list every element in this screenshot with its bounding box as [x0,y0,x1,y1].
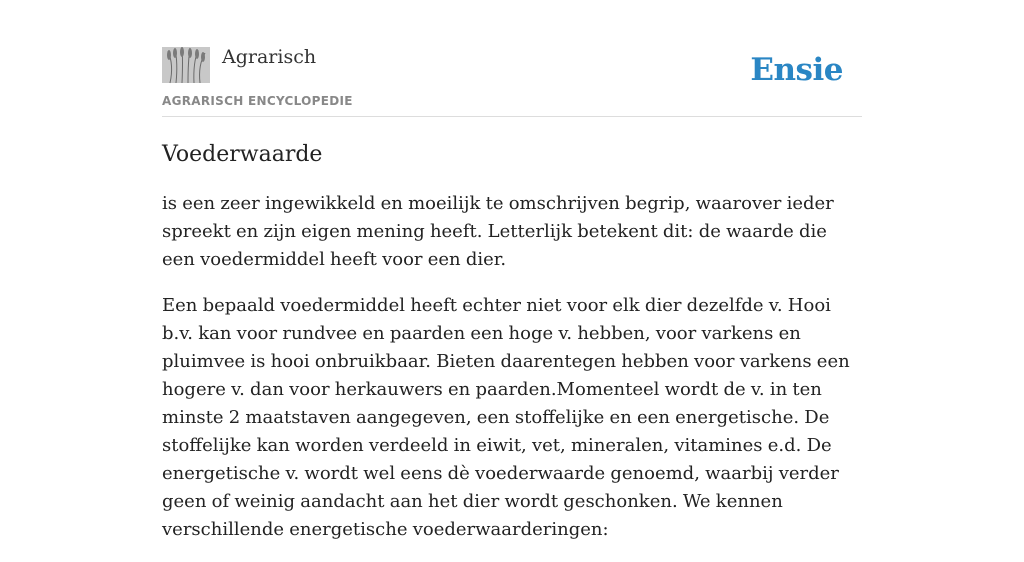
article-paragraph: is een zeer ingewikkeld en moeilijk te omschrijven begrip, waarover ieder spreekt en zijn eigen mening heeft. Letterlijk betekent dit: de waarde die een voedermiddel heeft voor een dier. [162,193,834,270]
article [162,140,862,562]
article-title: Voederwaarde [162,142,323,167]
ensie-brand-link[interactable]: Ensie [750,52,843,88]
site-subtitle: AGRARISCH ENCYCLOPEDIE [162,94,353,108]
site-name-link[interactable]: Agrarisch [222,46,317,68]
article-paragraph: Een bepaald voedermiddel heeft echter niet voor elk dier dezelfde v. Hooi b.v. kan voor rundvee en paarden een hoge v. hebben, voor varkens en pluimvee is hooi onbruikbaar. Bieten daarentegen hebben voor varkens een hogere v. dan voor herkauwers en paarden.Momenteel wordt de v. in ten minste 2 maatstaven aangegeven, een stoffelijke en een energetische. De stoffelijke kan worden verdeeld in eiwit, vet, mineralen, vitamines e.d. De energetische v. wordt wel eens dè voederwaarde genoemd, waarbij verder geen of weinig aandacht aan het dier wordt geschonken. We kennen verschillende energetische voederwaarderingen: [162,295,850,540]
site-header [162,46,862,117]
wheat-logo-icon[interactable] [162,47,210,83]
